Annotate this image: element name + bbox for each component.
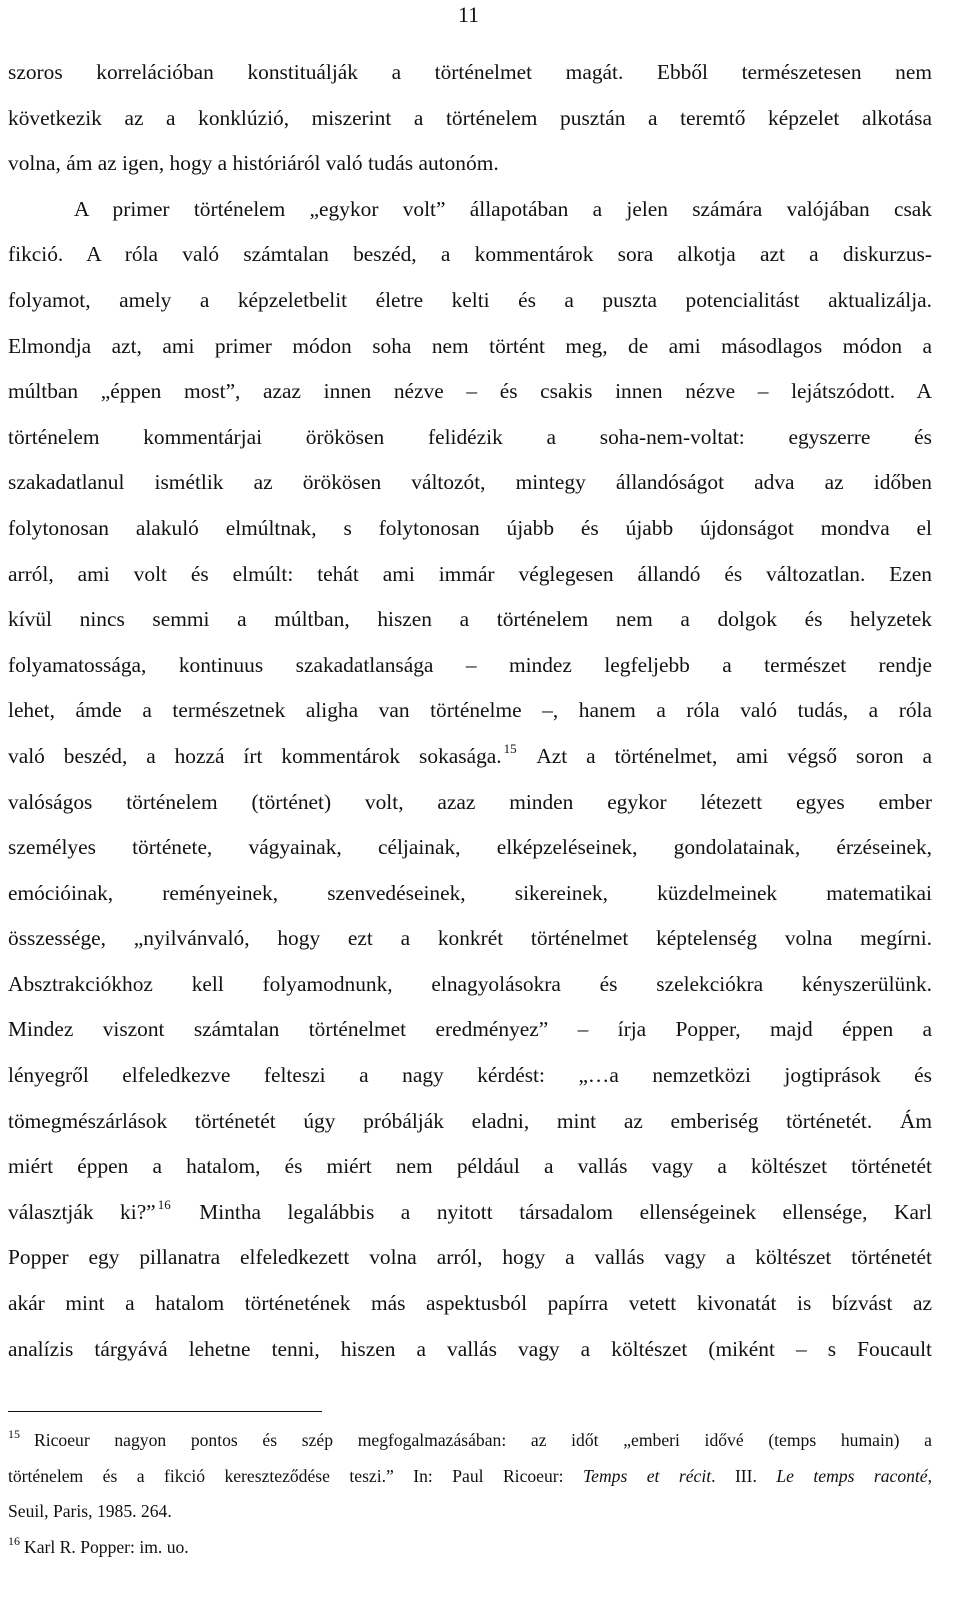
body-line: kívül nincs semmi a múltban, hiszen a történelem nem a dolgok és helyzetek	[8, 607, 932, 632]
footnotes	[8, 1423, 932, 1565]
footnote-16-line	[8, 1530, 932, 1566]
body-line: folyamatossága, kontinuus szakadatlansága – mindez legfeljebb a természet rendje	[8, 652, 932, 677]
footnote-reference: 15	[503, 740, 517, 756]
body-line: akár mint a hatalom történetének más aspektusból papírra vetett kivonatát is bízvást az	[8, 1291, 932, 1316]
body-text	[8, 50, 932, 1372]
footnote-text: Karl R. Popper: im. uo.	[24, 1536, 189, 1557]
body-line: emócióinak, reményeinek, szenvedéseinek, sikereinek, küzdelmeinek matematikai	[8, 880, 932, 905]
body-line: analízis tárgyává lehetne tenni, hiszen a vallás vagy a költészet (miként – s Foucault	[8, 1336, 932, 1361]
body-line: történelem kommentárjai örökösen felidézik a soha-nem-voltat: egyszerre és	[8, 424, 932, 449]
body-line: Popper egy pillanatra elfeledkezett volna arról, hogy a vallás vagy a költészet történetét	[8, 1245, 932, 1270]
line-text: választják ki?”	[8, 1199, 156, 1224]
footnote-15-line	[8, 1423, 932, 1459]
body-line: fikció. A róla való számtalan beszéd, a kommentárok sora alkotja azt a diskurzus-	[8, 242, 932, 267]
body-line: valóságos történelem (történet) volt, azaz minden egykor létezett egyes ember	[8, 789, 932, 814]
body-line: összessége, „nyilvánvaló, hogy ezt a konkrét történelmet képtelenség volna megírni.	[8, 926, 932, 951]
footnote-15-line: Seuil, Paris, 1985. 264.	[8, 1501, 172, 1521]
body-line: szakadatlanul ismétlik az örökösen változót, mintegy állandóságot adva az időben	[8, 470, 932, 495]
line-text: Azt a történelmet, ami végső soron a	[536, 743, 932, 768]
body-line: lényegről elfeledkezve felteszi a nagy kérdést: „…a nemzetközi jogtiprások és	[8, 1063, 932, 1088]
body-line: miért éppen a hatalom, és miért nem például a vallás vagy a költészet történetét	[8, 1154, 932, 1179]
footnote-number: 15	[8, 1427, 20, 1441]
footnote-text: történelem és a fikció kereszteződése teszi.” In: Paul Ricoeur:	[8, 1465, 564, 1486]
body-line: tömegmészárlások történetét úgy próbálják eladni, mint az emberiség történetét. Ám	[8, 1108, 932, 1133]
footnote-number: 16	[8, 1533, 20, 1548]
body-line: folytonosan alakuló elmúltnak, s folytonosan újabb és újabb újdonságot mondva el	[8, 515, 932, 540]
body-line: Absztrakciókhoz kell folyamodnunk, elnagyolásokra és szelekciókra kényszerülünk.	[8, 971, 932, 996]
body-line: Elmondja azt, ami primer módon soha nem történt meg, de ami másodlagos módon a	[8, 333, 932, 358]
body-line-with-footnote-ref	[8, 1190, 932, 1236]
footnote-reference: 16	[157, 1196, 171, 1212]
book-title: Temps et récit	[582, 1465, 712, 1486]
line-text: való beszéd, a hozzá írt kommentárok sokasága.	[8, 743, 502, 768]
footnote-text: . III.	[711, 1465, 757, 1486]
body-line: személyes története, vágyainak, céljainak, elképzeléseinek, gondolatainak, érzéseinek,	[8, 835, 932, 860]
body-line: folyamot, amely a képzeletbelit életre kelti és a puszta potencialitást aktualizálja.	[8, 287, 932, 312]
body-line: arról, ami volt és elmúlt: tehát ami immár véglegesen állandó és változatlan. Ezen	[8, 561, 932, 586]
body-line: Mindez viszont számtalan történelmet eredményez” – írja Popper, majd éppen a	[8, 1017, 932, 1042]
body-line-with-footnote-ref	[8, 734, 932, 780]
body-line: lehet, ámde a természetnek aligha van történelme –, hanem a róla való tudás, a róla	[8, 698, 932, 723]
footnote-text: ,	[927, 1465, 933, 1486]
body-line: volna, ám az igen, hogy a históriáról való tudás autonóm.	[8, 151, 499, 176]
footnote-15-line	[8, 1459, 932, 1495]
footnote-divider	[8, 1411, 322, 1412]
body-line: múltban „éppen most”, azaz innen nézve – és csakis innen nézve – lejátszódott. A	[8, 379, 932, 404]
line-text: Mintha legalábbis a nyitott társadalom ellenségeinek ellensége, Karl	[199, 1199, 933, 1224]
book-subtitle: Le temps raconté	[776, 1465, 928, 1486]
body-line: szoros korrelációban konstituálják a történelmet magát. Ebből természetesen nem	[8, 60, 932, 84]
footnote-text: Ricoeur nagyon pontos és szép megfogalmazásában: az időt „emberi idővé (temps humain) a	[34, 1430, 932, 1450]
body-line: következik az a konklúzió, miszerint a történelem pusztán a teremtő képzelet alkotása	[8, 105, 932, 130]
page-number: 11	[458, 2, 480, 27]
paragraph-start-line: A primer történelem „egykor volt” állapotában a jelen számára valójában csak	[74, 196, 932, 221]
